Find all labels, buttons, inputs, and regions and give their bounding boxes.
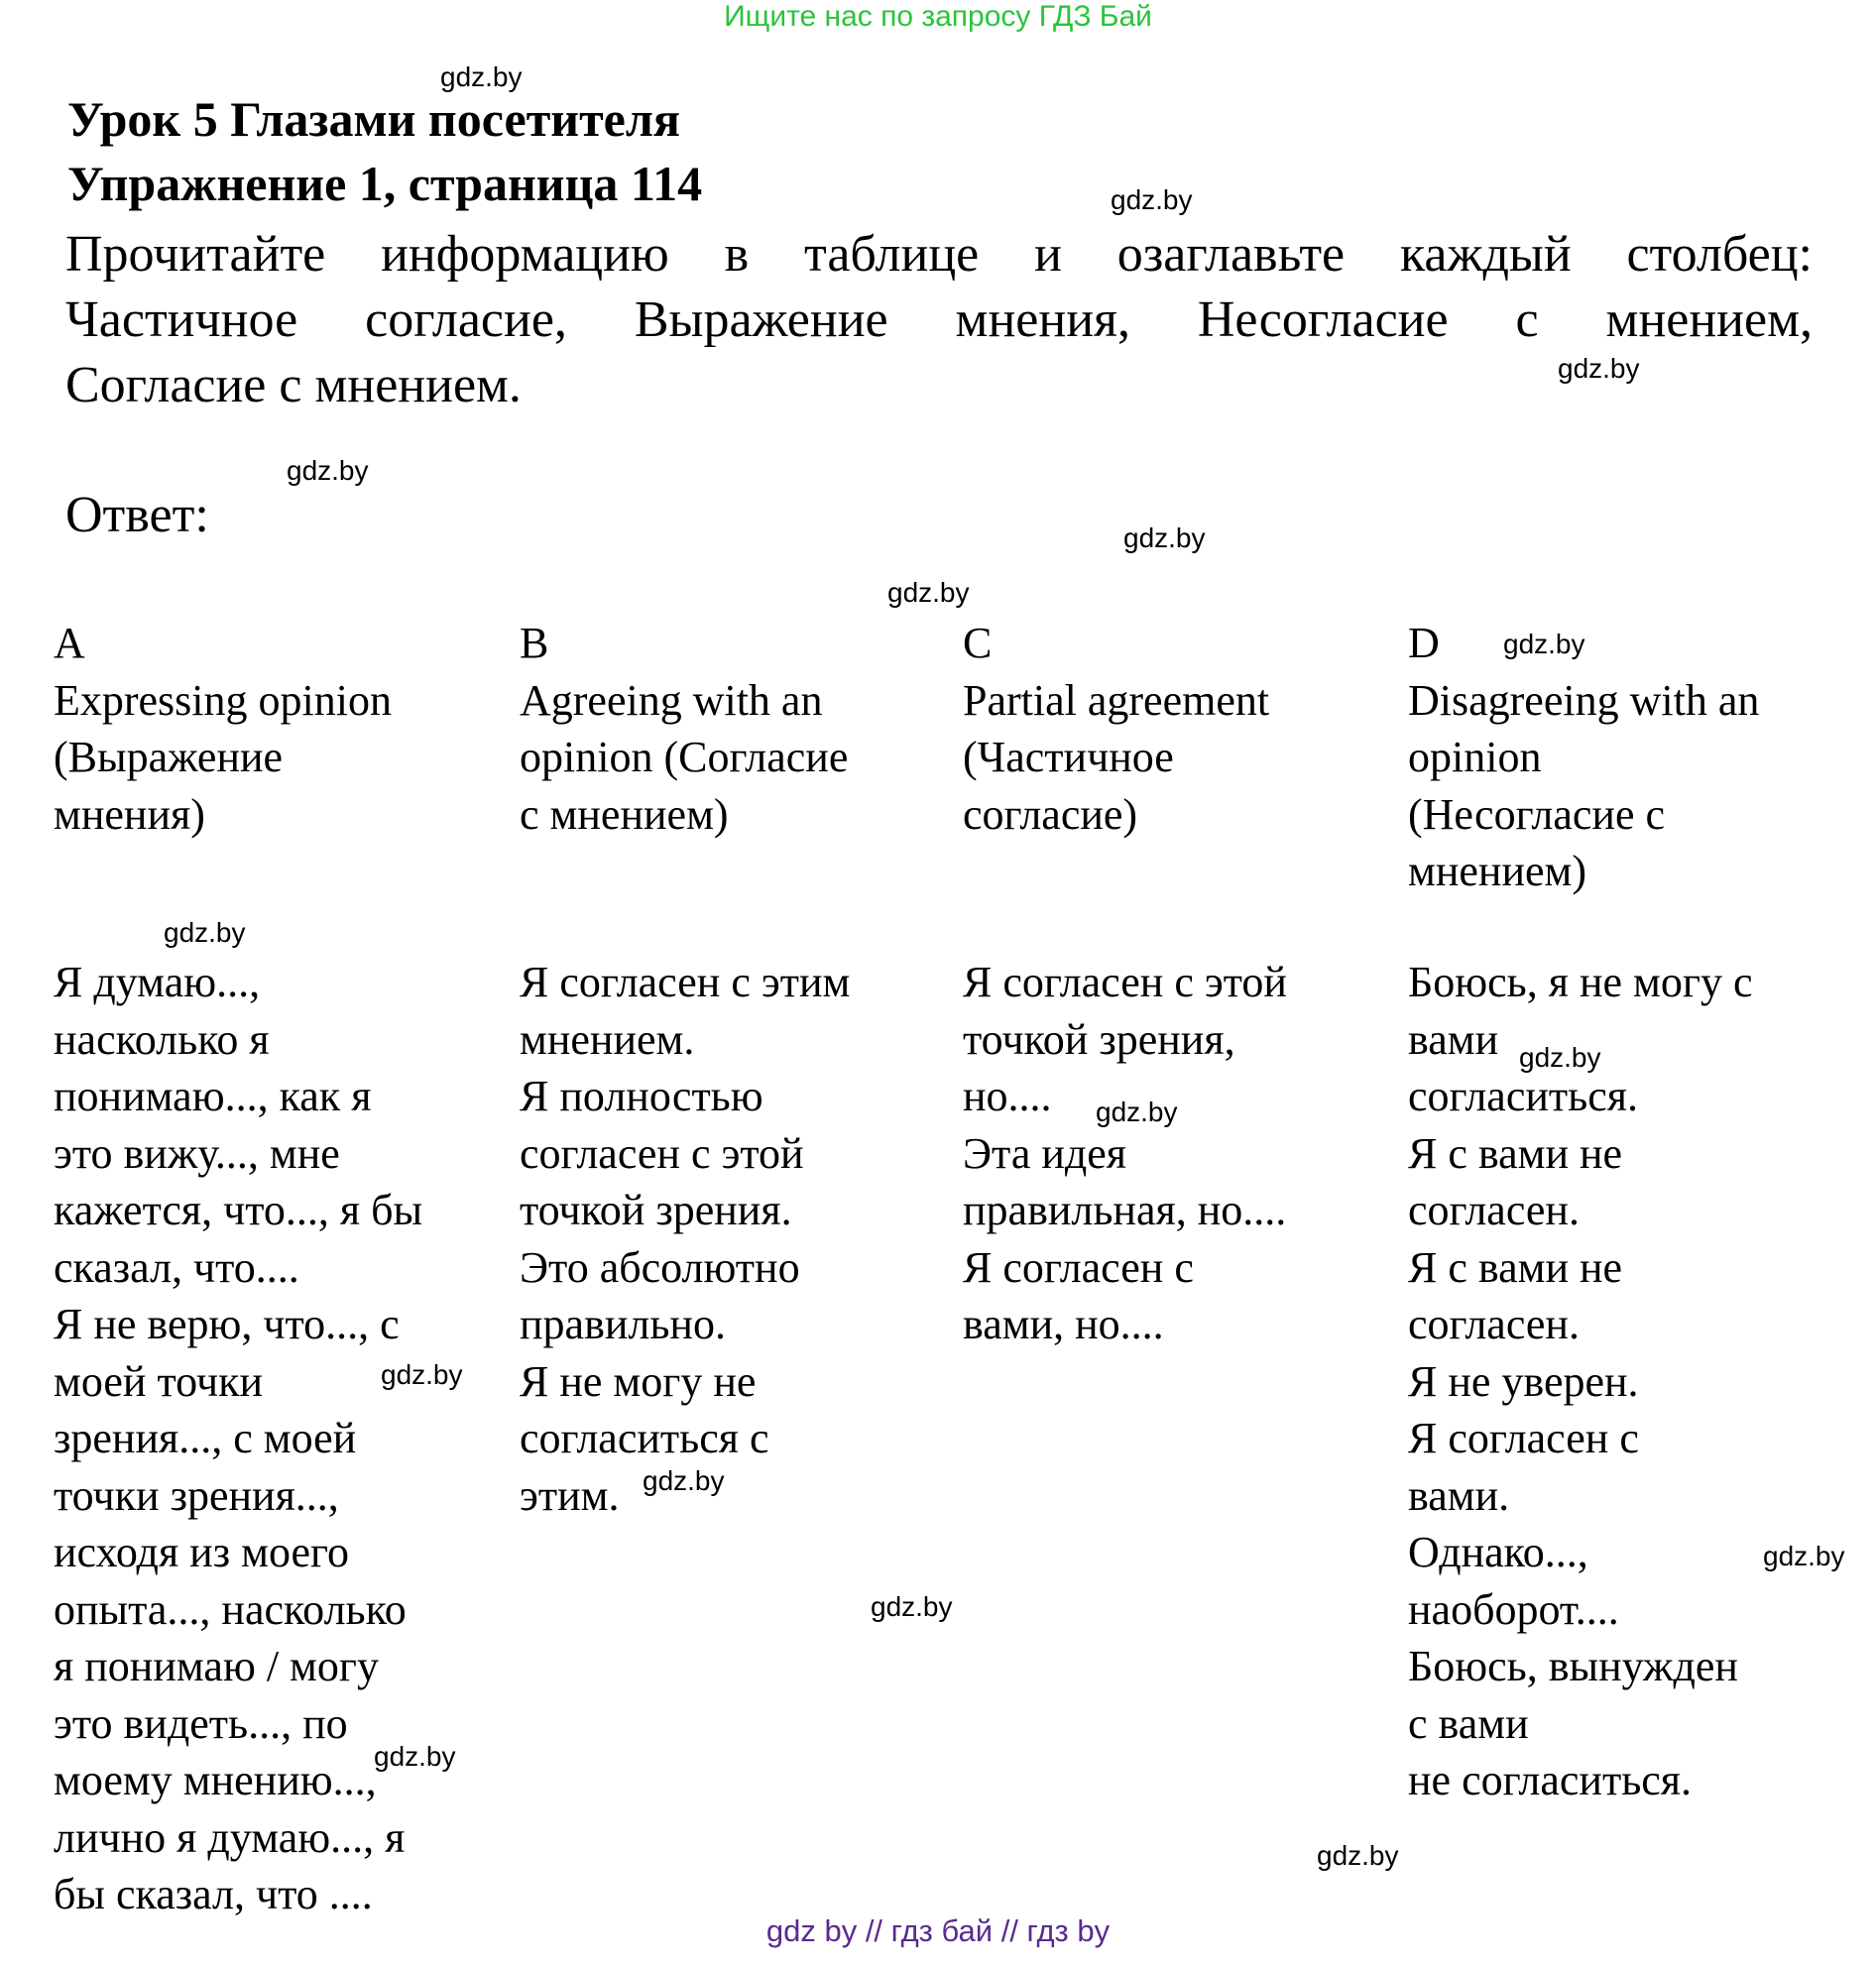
watermark: gdz.by bbox=[374, 1741, 456, 1772]
phrase-line: Боюсь, я не могу с bbox=[1408, 958, 1753, 1006]
column-letter: D bbox=[1408, 619, 1440, 667]
watermark: gdz.by bbox=[1111, 184, 1193, 215]
watermark: gdz.by bbox=[887, 577, 970, 608]
phrase-line: это вижу..., мне bbox=[54, 1128, 340, 1178]
column-a-phrases bbox=[54, 954, 422, 1923]
phrase-line: зрения..., с моей bbox=[54, 1414, 357, 1462]
phrase-line: опыта..., насколько bbox=[54, 1584, 407, 1634]
phrase-line: исходя из моего bbox=[54, 1528, 349, 1576]
column-heading-line: мнением) bbox=[1408, 847, 1587, 895]
phrase-line: Я согласен с bbox=[963, 1242, 1194, 1292]
watermark: gdz.by bbox=[287, 455, 369, 486]
phrase-line: с вами bbox=[1408, 1698, 1529, 1748]
column-heading-line: opinion bbox=[1408, 733, 1542, 781]
phrase-line: согласен. bbox=[1408, 1300, 1580, 1348]
phrase-line: это видеть..., по bbox=[54, 1698, 348, 1748]
column-d-phrases bbox=[1408, 954, 1752, 1809]
phrase-line: Я согласен с этим bbox=[520, 958, 851, 1006]
column-heading-line: Expressing opinion bbox=[54, 675, 392, 725]
column-c-phrases bbox=[963, 954, 1287, 1353]
phrase-line: моей точки bbox=[54, 1356, 264, 1406]
phrase-line: точкой зрения, bbox=[963, 1014, 1235, 1064]
phrase-line: сказал, что.... bbox=[54, 1242, 299, 1292]
column-a bbox=[54, 615, 392, 843]
phrase-line: согласиться. bbox=[1408, 1072, 1638, 1120]
phrase-line: но.... bbox=[963, 1072, 1052, 1120]
column-heading-line: (Частичное bbox=[963, 733, 1174, 781]
phrase-line: Однако..., bbox=[1408, 1528, 1588, 1576]
task-text bbox=[65, 222, 1813, 418]
phrase-line: согласен с этой bbox=[520, 1128, 804, 1178]
phrase-line: Я с вами не bbox=[1408, 1242, 1623, 1292]
column-heading-line: opinion (Согласие bbox=[520, 733, 849, 781]
phrase-line: мнением. bbox=[520, 1014, 695, 1064]
column-heading-line: Partial agreement bbox=[963, 675, 1270, 725]
phrase-line: Я согласен с bbox=[1408, 1414, 1639, 1462]
column-heading-line: с мнением) bbox=[520, 789, 729, 839]
phrase-line: Я не могу не bbox=[520, 1356, 757, 1406]
watermark: gdz.by bbox=[1763, 1541, 1845, 1571]
exercise-title: Упражнение 1, страница 114 bbox=[67, 156, 703, 211]
phrase-line: не согласиться. bbox=[1408, 1756, 1693, 1804]
phrase-line: понимаю..., как я bbox=[54, 1072, 372, 1120]
phrase-line: Я не верю, что..., с bbox=[54, 1300, 400, 1348]
phrase-line: лично я думаю..., я bbox=[54, 1812, 406, 1862]
column-letter: C bbox=[963, 619, 993, 667]
column-heading-line: Disagreeing with an bbox=[1408, 675, 1760, 725]
watermark: gdz.by bbox=[440, 61, 523, 92]
phrase-line: насколько я bbox=[54, 1014, 270, 1064]
column-b bbox=[520, 615, 848, 843]
column-heading-line: (Несогласие с bbox=[1408, 789, 1666, 839]
phrase-line: Я с вами не bbox=[1408, 1128, 1623, 1178]
phrase-line: вами. bbox=[1408, 1470, 1510, 1520]
phrase-line: точки зрения..., bbox=[54, 1470, 339, 1520]
search-banner: Ищите нас по запросу ГДЗ Бай bbox=[724, 0, 1152, 33]
phrase-line: вами, но.... bbox=[963, 1300, 1164, 1348]
watermark: gdz.by bbox=[643, 1465, 725, 1496]
phrase-line: вами bbox=[1408, 1014, 1499, 1064]
watermark: gdz.by bbox=[164, 917, 246, 948]
phrase-line: Я согласен с этой bbox=[963, 958, 1287, 1006]
phrase-line: кажется, что..., я бы bbox=[54, 1186, 423, 1234]
phrase-line: Я не уверен. bbox=[1408, 1356, 1639, 1406]
phrase-line: наоборот.... bbox=[1408, 1584, 1619, 1634]
watermark: gdz.by bbox=[1317, 1840, 1399, 1871]
column-heading-line: согласие) bbox=[963, 789, 1138, 839]
watermark: gdz.by bbox=[381, 1359, 463, 1390]
phrase-line: моему мнению..., bbox=[54, 1756, 377, 1804]
phrase-line: Боюсь, вынужден bbox=[1408, 1642, 1738, 1690]
column-letter: B bbox=[520, 619, 549, 667]
watermark: gdz.by bbox=[1503, 629, 1585, 659]
column-letter: A bbox=[54, 619, 85, 667]
phrase-line: этим. bbox=[520, 1470, 620, 1520]
watermark: gdz.by bbox=[1558, 353, 1640, 384]
phrase-line: Я полностью bbox=[520, 1072, 763, 1120]
column-c bbox=[963, 615, 1269, 843]
phrase-line: точкой зрения. bbox=[520, 1186, 792, 1234]
phrase-line: Эта идея bbox=[963, 1128, 1127, 1178]
phrase-line: я понимаю / могу bbox=[54, 1642, 379, 1690]
task-line: Согласие с мнением. bbox=[65, 357, 522, 413]
task-line: Прочитайте информацию в таблице и озаглавьте каждый столбец: bbox=[65, 226, 1813, 283]
watermark: gdz.by bbox=[1123, 522, 1206, 553]
column-b-phrases bbox=[520, 954, 850, 1524]
watermark: gdz.by bbox=[1519, 1042, 1601, 1073]
phrase-line: согласиться с bbox=[520, 1414, 769, 1462]
watermark: gdz.by bbox=[1096, 1097, 1178, 1127]
task-line: Частичное согласие, Выражение мнения, Несогласие с мнением, bbox=[65, 291, 1813, 348]
watermark: gdz.by bbox=[871, 1591, 953, 1622]
phrase-line: правильная, но.... bbox=[963, 1186, 1287, 1234]
column-heading-line: (Выражение bbox=[54, 733, 284, 781]
footer-links: gdz by // гдз бай // гдз by bbox=[765, 1913, 1111, 1948]
phrase-line: Это абсолютно bbox=[520, 1242, 800, 1292]
phrase-line: согласен. bbox=[1408, 1186, 1580, 1234]
column-heading-line: Agreeing with an bbox=[520, 675, 823, 725]
phrase-line: правильно. bbox=[520, 1300, 726, 1348]
phrase-line: бы сказал, что .... bbox=[54, 1870, 373, 1918]
phrase-line: Я думаю..., bbox=[54, 958, 261, 1006]
answer-label: Ответ: bbox=[65, 487, 209, 543]
column-heading-line: мнения) bbox=[54, 789, 205, 839]
page-title: Урок 5 Глазами посетителя bbox=[67, 91, 680, 147]
